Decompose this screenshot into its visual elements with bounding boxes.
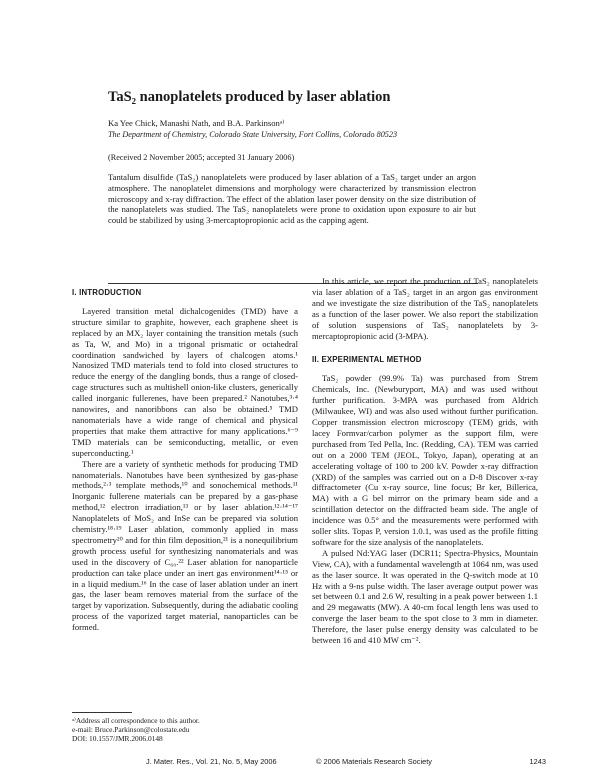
left-column <box>72 288 298 633</box>
experimental-paragraph-2: A pulsed Nd:YAG laser (DCR11; Spectra-Physics, Mountain View, CA), with a fundamental wavelength at 1064 nm, was used as the laser source. It was operated in the Q-switch mode at 10 Hz with a 9-ns pulse width. The laser average output power was set between 0.1 and 2.6 W, resulting in a peak power between 1.1 and 29 megawatts (MW). A 40-cm focal length lens was used to converge the laser beam to the spot close to 3 mm in diameter. Therefore, the laser pulse energy density was calculated to be between 16 and 410 MW cm⁻². <box>312 547 538 646</box>
article-affiliation: The Department of Chemistry, Colorado State University, Fort Collins, Colorado 80523 <box>108 130 398 139</box>
footer-journal: J. Mater. Res., Vol. 21, No. 5, May 2006 <box>146 757 277 766</box>
article-authors: Ka Yee Chick, Manashi Nath, and B.A. Parkinsonᵃ⁾ <box>108 118 285 128</box>
footer-copyright: © 2006 Materials Research Society <box>316 757 432 766</box>
intro-paragraph-1: Layered transition metal dichalcogenides (TMD) have a structure similar to graphite, however, each graphene sheet is replaced by an MX₂ layer containing the transition metals (such as Ta, W, and Mo) in a trigonal prismatic or octahedral coordination sandwiched by layers of chalcogen atoms.¹ Nanosized TMD materials tend to fold into closed structures to reduce the energy of the dangling bonds, thus a range of closed-cage structures such as multishell onion-like clusters, generically called inorganic fullerenes, have been prepared.² Nanotubes,³·⁴ nanowires, and nanoribbons can also be obtained.⁵ TMD nanomaterials have a wide range of chemical and physical properties that make them attractive for many applications.⁶⁻⁹ TMD materials can be semiconducting, metallic, or even superconducting.¹ <box>72 305 298 458</box>
footnote-divider <box>72 712 132 713</box>
footnote <box>72 716 302 743</box>
intro-paragraph-3: In this article, we report the production of TaS₂ nanoplatelets via laser ablation of a TaS₂ target in an argon gas environment and we investigate the size distribution of the TaS₂ nanoplatelets as a function of the laser power. We also report the stabilization of solution suspensions of TaS₂ nanoplatelets by 3-mercaptopropionic acid (3-MPA). <box>312 276 538 341</box>
intro-paragraph-2: There are a variety of synthetic methods for producing TMD nanomaterials. Nanotubes have been synthesized by gas-phase methods,²·³ template methods,¹⁰ and sonochemical methods.¹¹ Inorganic fullerene materials can be prepared by a gas-phase method,¹² electron irradiation,¹³ or by laser ablation.¹²·¹⁴⁻¹⁷ Nanoplatelets of MoS₂ and InSe can be prepared via solution chemistry.¹⁸·¹⁹ Laser ablation, commonly applied in mass spectrometry²⁰ and for thin film deposition,²¹ is a nonequilibrium growth process useful for synthesizing nanomaterials and was used in the discovery of C₆₀.²² Laser ablation for nanoparticle production can take place under an inert gas environment¹⁴·¹⁵ or in a liquid medium.¹⁶ In the case of laser ablation under an inert gas, the laser beam removes material from the surface of the target by vaporization. Subsequently, during the adiabatic cooling process of the vaporized target material, nanoparticles can be formed. <box>72 458 298 633</box>
right-column <box>312 276 538 646</box>
experimental-paragraph-1: TaS₂ powder (99.9% Ta) was purchased from Strem Chemicals, Inc. (Newburyport, MA) and was used without further purification. 3-MPA was purchased from Aldrich (Milwaukee, WI) and was also used without further purification. Copper transmission electron microscopy (TEM) grids, with lacey Formvar/carbon polymer as the support film, were purchased from Ted Pella, Inc. (Redding, CA). TEM was carried out on a 2000 TEM (JEOL, Tokyo, Japan), operating at an accelerating voltage of 100 to 200 kV. Powder x-ray diffraction (XRD) of the samples was carried out on a D-8 Discover x-ray diffractometer (Cu x-ray source, line focus; Br ker, Billerica, MA) with a G bel mirror on the primary beam side and a scintillation detector on the diffracted beam side. The angle of incidence was 0.5° and the measurements were performed with soller slits. Topas P, version 1.0.1, was used as the profile fitting software for the size analysis of the nanoplatelets. <box>312 373 538 547</box>
article-title: TaS₂ nanoplatelets produced by laser ablation <box>108 89 391 105</box>
section-heading-introduction: I. INTRODUCTION <box>72 288 142 297</box>
article-abstract: Tantalum disulfide (TaS₂) nanoplatelets were produced by laser ablation of a TaS₂ target under an argon atmosphere. The nanoplatelet dimensions and morphology were characterized by transmission electron microscopy and x-ray diffraction. The effect of the ablation laser power density on the size distribution of the nanoplatelets was studied. The TaS₂ nanoplatelets were prone to oxidation upon exposure to air but could be stabilized by using 3-mercaptopropionic acid as the capping agent. <box>108 172 476 226</box>
article-received-dates: (Received 2 November 2005; accepted 31 January 2006) <box>108 153 295 162</box>
section-heading-experimental: II. EXPERIMENTAL METHOD <box>312 355 422 365</box>
footnote-doi: DOI: 10.1557/JMR.2006.0148 <box>72 734 163 743</box>
footer-page-number: 1243 <box>529 757 546 766</box>
footnote-email[interactable]: e-mail: Bruce.Parkinson@colostate.edu <box>72 725 190 734</box>
footnote-correspondence: ᵃ⁾Address all correspondence to this author. <box>72 716 200 725</box>
